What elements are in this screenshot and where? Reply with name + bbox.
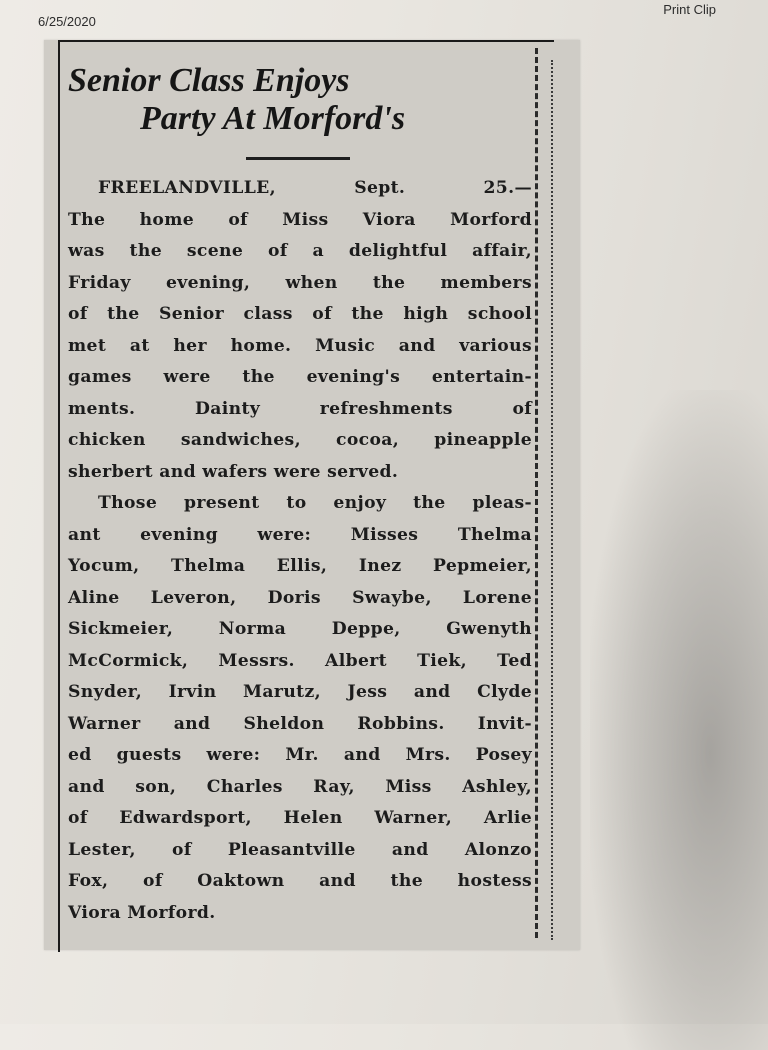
body-line: sherbert and wafers were served. <box>68 461 399 482</box>
body-line: The home of Miss Viora Morford <box>68 209 532 230</box>
print-clip-label: Print Clip <box>663 2 716 17</box>
paragraph-1 <box>68 173 532 488</box>
column-rule <box>535 48 538 938</box>
paragraph-2 <box>68 488 532 929</box>
body-line: ments. Dainty refreshments of <box>68 398 532 419</box>
body-line: Snyder, Irvin Marutz, Jess and Clyde <box>68 682 532 702</box>
body-line: Those present to enjoy the pleas- <box>98 493 532 513</box>
body-line: Friday evening, when the members <box>68 272 532 293</box>
article-headline <box>64 62 534 138</box>
body-line: Fox, of Oaktown and the hostess <box>68 871 532 891</box>
body-line: FREELANDVILLE, Sept. 25.— <box>98 178 532 198</box>
headline-line-1: Senior Class Enjoys <box>68 62 350 99</box>
article-body <box>68 173 532 929</box>
print-date: 6/25/2020 <box>38 14 96 29</box>
body-line: ant evening were: Misses Thelma <box>68 524 532 545</box>
body-line: and son, Charles Ray, Miss Ashley, <box>68 776 532 797</box>
body-line: Viora Morford. <box>68 902 216 923</box>
body-line: of the Senior class of the high school <box>68 304 532 324</box>
body-line: was the scene of a delightful affair, <box>68 241 532 261</box>
body-line: McCormick, Messrs. Albert Tiek, Ted <box>68 650 532 671</box>
body-line: Aline Leveron, Doris Swaybe, Lorene <box>68 587 532 608</box>
body-line: games were the evening's entertain- <box>68 367 532 387</box>
body-line: Yocum, Thelma Ellis, Inez Pepmeier, <box>68 556 532 576</box>
headline-line-2: Party At Morford's <box>140 100 406 137</box>
body-line: Lester, of Pleasantville and Alonzo <box>68 839 532 860</box>
body-line: of Edwardsport, Helen Warner, Arlie <box>68 808 532 828</box>
body-line: Sickmeier, Norma Deppe, Gwenyth <box>68 619 532 639</box>
body-line: ed guests were: Mr. and Mrs. Posey <box>68 745 532 765</box>
page-shadow <box>590 390 768 1050</box>
newspaper-clipping <box>44 40 580 950</box>
headline-divider <box>246 157 350 160</box>
body-line: met at her home. Music and various <box>68 335 532 356</box>
body-line: Warner and Sheldon Robbins. Invit- <box>68 713 532 734</box>
body-line: chicken sandwiches, cocoa, pineapple <box>68 430 532 450</box>
column-rule-outer <box>551 60 553 940</box>
